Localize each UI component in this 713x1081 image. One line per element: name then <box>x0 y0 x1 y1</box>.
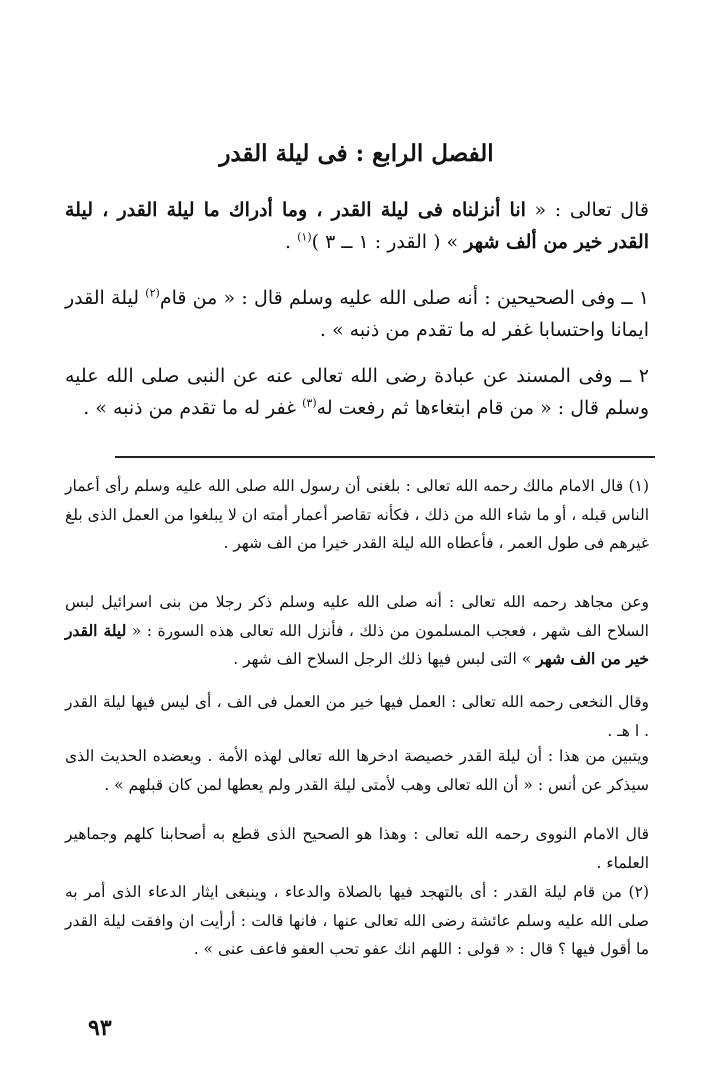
footnote-1-paragraph-2 <box>65 588 649 674</box>
footnote-marker-2: (٢) <box>145 286 160 300</box>
footnote-1-paragraph-4: ويتبين من هذا : أن ليلة القدر خصيصة ادخرها الله تعالى لهذه الأمة . ويعضده الحديث الذى سيذكر عن أنس : « أن الله تعالى وهب لأمتى ليلة القدر ولم يعطها لمن كان قبلهم » . <box>65 747 649 794</box>
footnote-2-paragraph: (٢) من قام ليلة القدر : أى بالتهجد فيها بالصلاة والدعاء ، وينبغى ايثار الدعاء الذى أمر به صلى الله عليه وسلم عائشة رضى الله تعالى عنها ، فانها قالت : أرأيت ان وافقت ليلة القدر ما أقول فيها ؟ قال : « قولى : اللهم انك عفو تحب العفو فاعف عنى » . <box>65 883 649 958</box>
hadith-1-paragraph <box>65 282 649 346</box>
hadith-1-text-b: ليلة القدر ايمانا واحتسابا غفر له ما تقدم من ذنبه » . <box>65 287 649 341</box>
footnote-1-p2-text-b: » التى لبس فيها ذلك الرجل السلاح الف شهر . <box>233 650 537 668</box>
hadith-2-text-b: غفر له ما تقدم من ذنبه » . <box>83 397 303 419</box>
footnote-1-paragraph-5: قال الامام النووى رحمه الله تعالى : وهذا هو الصحيح الذى قطع به أصحابنا كلهم وجماهير العلماء . <box>65 825 649 872</box>
chapter-title: الفصل الرابع : فى ليلة القدر <box>219 140 494 167</box>
footnote-1-p2-text-a: وعن مجاهد رحمه الله تعالى : أنه صلى الله عليه وسلم ذكر رجلا من بنى اسرائيل لبس السلاح الف شهر ، فعجب المسلمون من ذلك ، فأنزل الله تعالى هذه السورة : « <box>65 593 649 640</box>
footnote-separator <box>115 456 655 458</box>
footnote-1-p2-quote: ليلة القدر خير من الف شهر <box>65 620 649 668</box>
hadith-1-text-a: ١ ــ وفى الصحيحين : أنه صلى الله عليه وسلم قال : « من قام <box>159 287 649 309</box>
footnote-marker-3: (٣) <box>302 396 317 410</box>
quran-verse-paragraph <box>65 194 649 258</box>
footnote-1-paragraph-1: (١) قال الامام مالك رحمه الله تعالى : بلغنى أن رسول الله صلى الله عليه وسلم رأى أعمار الناس قبله ، أو ما شاء الله من ذلك ، فكأنه تقاصر أعمار أمته ان لا يبلغوا من العمل الذى بلغ غيرهم فى طول العمر ، فأعطاه الله ليلة القدر خيرا من الف شهر . <box>65 477 649 552</box>
footnote-marker-1: (١) <box>297 230 312 244</box>
verse-text: انا أنزلناه فى ليلة القدر ، وما أدراك ما ليلة القدر ، ليلة القدر خير من ألف شهر <box>65 199 649 253</box>
hadith-2-paragraph <box>65 360 649 424</box>
page-number: ٩٣ <box>88 1015 112 1041</box>
footnote-1-paragraph-3: وقال النخعى رحمه الله تعالى : العمل فيها خير من العمل فى الف ، أى ليس فيها ليلة القدر . ا هـ . <box>65 693 649 740</box>
verse-reference: » ( القدر : ١ ــ ٣ ) <box>311 231 465 253</box>
verse-intro: قال تعالى : « <box>525 199 649 221</box>
hadith-2-text-a: ٢ ــ وفى المسند عن عبادة رضى الله تعالى عنه عن النبى صلى الله عليه وسلم قال : « من قام ابتغاءها ثم رفعت له <box>65 365 649 419</box>
verse-end: . <box>285 231 298 253</box>
